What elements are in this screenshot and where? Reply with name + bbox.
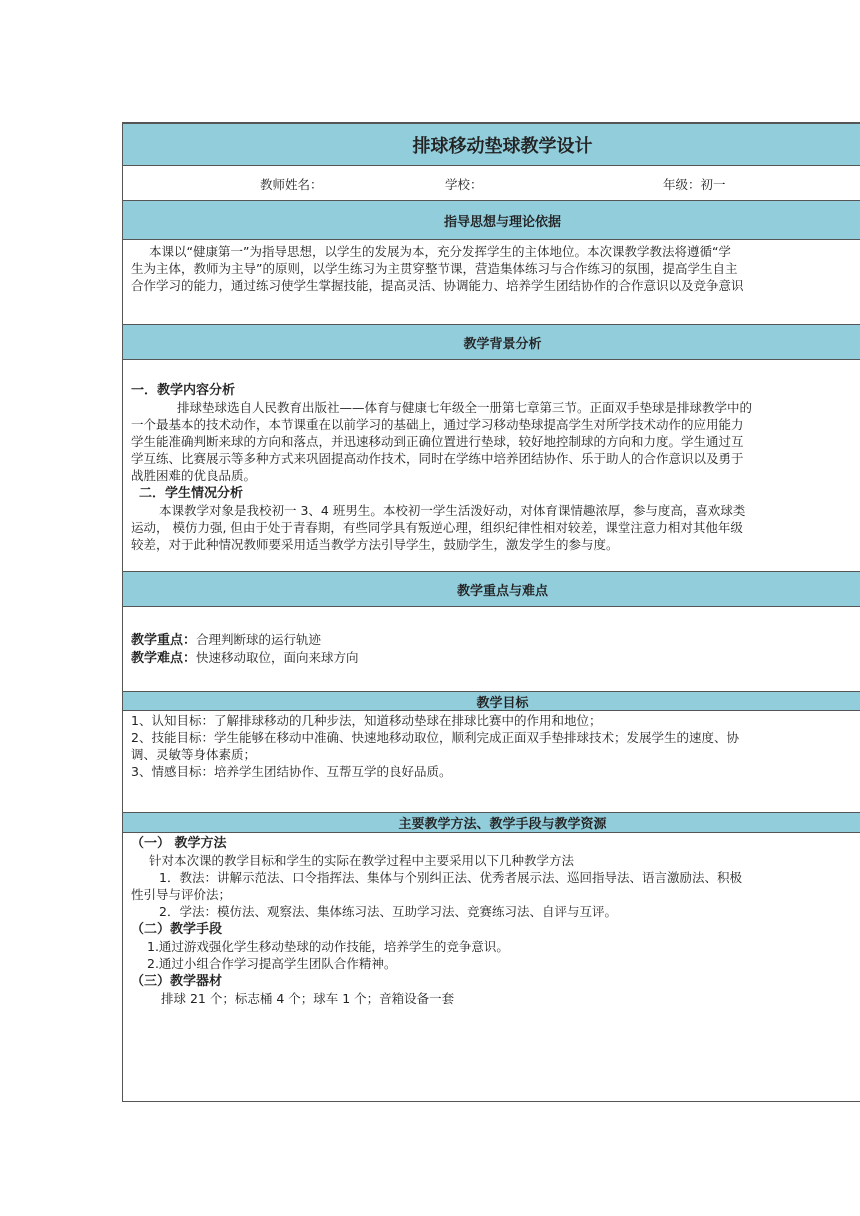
content-line: 学生能准确判断来球的方向和落点，并迅速移动到正确位置进行垫球，较好地控制球的方向和力度。学生通过互 — [131, 434, 744, 449]
goals-text — [131, 712, 860, 780]
section-heading-background: 教学背景分析 — [123, 324, 860, 360]
section-heading-methods: 主要教学方法、教学手段与教学资源 — [123, 812, 860, 833]
section-heading-guiding: 指导思想与理论依据 — [123, 200, 860, 240]
guiding-line: 生为主体，教师为主导”的原则，以学生练习为主贯穿整节课，营造集体练习与合作练习的氛围，提高学生自主 — [131, 261, 738, 276]
content-line: 排球垫球选自人民教育出版社——体育与健康七年级全一册第七章第三节。正面双手垫球是排球教学中的 — [177, 400, 753, 415]
section-heading-key-points: 教学重点与难点 — [123, 571, 860, 607]
means-title: （二）教学手段 — [131, 922, 223, 937]
methods-text — [131, 834, 860, 1007]
method-line: 性引导与评价法； — [131, 887, 232, 902]
goal-line: 3、情感目标：培养学生团结协作、互帮互学的良好品质。 — [131, 764, 452, 779]
difficulty-label: 教学难点： — [131, 651, 197, 666]
student-line: 本课教学对象是我校初一 3、4 班男生。本校初一学生活泼好动，对体育课情趣浓厚，参与度高，喜欢球类 — [159, 503, 746, 518]
document-title: 排球移动垫球教学设计 — [123, 123, 860, 166]
equipment-text: 排球 21 个；标志桶 4 个；球车 1 个；音箱设备一套 — [161, 991, 455, 1006]
student-analysis-title: 二．学生情况分析 — [139, 486, 244, 501]
difficulty-text: 快速移动取位，面向来球方向 — [196, 650, 359, 665]
background-text — [131, 381, 860, 553]
student-line: 运动， 模仿力强, 但由于处于青春期，有些同学具有叛逆心理，组织纪律性相对较差，课堂注意力相对其他年级 — [131, 520, 743, 535]
means-line: 1.通过游戏强化学生移动垫球的动作技能，培养学生的竞争意识。 — [147, 939, 509, 954]
grade-field: 年级：初一 — [663, 177, 726, 192]
goal-line: 1、认知目标：了解排球移动的几种步法，知道移动垫球在排球比赛中的作用和地位； — [131, 713, 602, 728]
lesson-plan-table — [122, 122, 860, 1102]
means-line: 2.通过小组合作学习提高学生团队合作精神。 — [147, 956, 397, 971]
guiding-line: 本课以“健康第一”为指导思想，以学生的发展为本，充分发挥学生的主体地位。本次课教学教法将遵循“学 — [149, 244, 731, 259]
content-line: 学互练、比赛展示等多种方式来巩固提高动作技术，同时在学练中培养团结协作、乐于助人的合作意识以及勇于 — [131, 451, 744, 466]
goal-line: 调、灵敏等身体素质； — [131, 747, 257, 762]
info-row — [123, 166, 860, 200]
student-line: 较差，对于此种情况教师要采用适当教学方法引导学生，鼓励学生，激发学生的参与度。 — [131, 537, 619, 552]
guiding-line: 合作学习的能力，通过练习使学生掌握技能，提高灵活、协调能力、培养学生团结协作的合作意识以及竞争意识 — [131, 278, 744, 293]
section-heading-goals: 教学目标 — [123, 691, 860, 711]
content-line: 一个最基本的技术动作，本节课重在以前学习的基础上，通过学习移动垫球提高学生对所学技术动作的应用能力 — [131, 417, 744, 432]
focus-label: 教学重点： — [131, 633, 197, 648]
method-line: 针对本次课的教学目标和学生的实际在教学过程中主要采用以下几种教学方法 — [149, 853, 575, 868]
goal-line: 2、技能目标：学生能够在移动中准确、快速地移动取位，顺利完成正面双手垫排球技术；发展学生的速度、协 — [131, 730, 739, 745]
content-analysis-title: 一．教学内容分析 — [131, 383, 236, 398]
teacher-name-field: 教师姓名： — [260, 177, 323, 192]
equipment-title: （三）教学器材 — [131, 974, 223, 989]
method-line: 2．学法：模仿法、观察法、集体练习法、互助学习法、竞赛练习法、自评与互评。 — [159, 904, 617, 919]
methods-title: （一） 教学方法 — [131, 836, 227, 851]
school-field: 学校： — [445, 177, 483, 192]
focus-text: 合理判断球的运行轨迹 — [196, 632, 322, 647]
guiding-text — [131, 243, 860, 294]
method-line: 1．教法：讲解示范法、口令指挥法、集体与个别纠正法、优秀者展示法、巡回指导法、语言激励法、积极 — [159, 870, 742, 885]
key-points-text — [131, 631, 860, 667]
content-line: 战胜困难的优良品质。 — [131, 468, 257, 483]
